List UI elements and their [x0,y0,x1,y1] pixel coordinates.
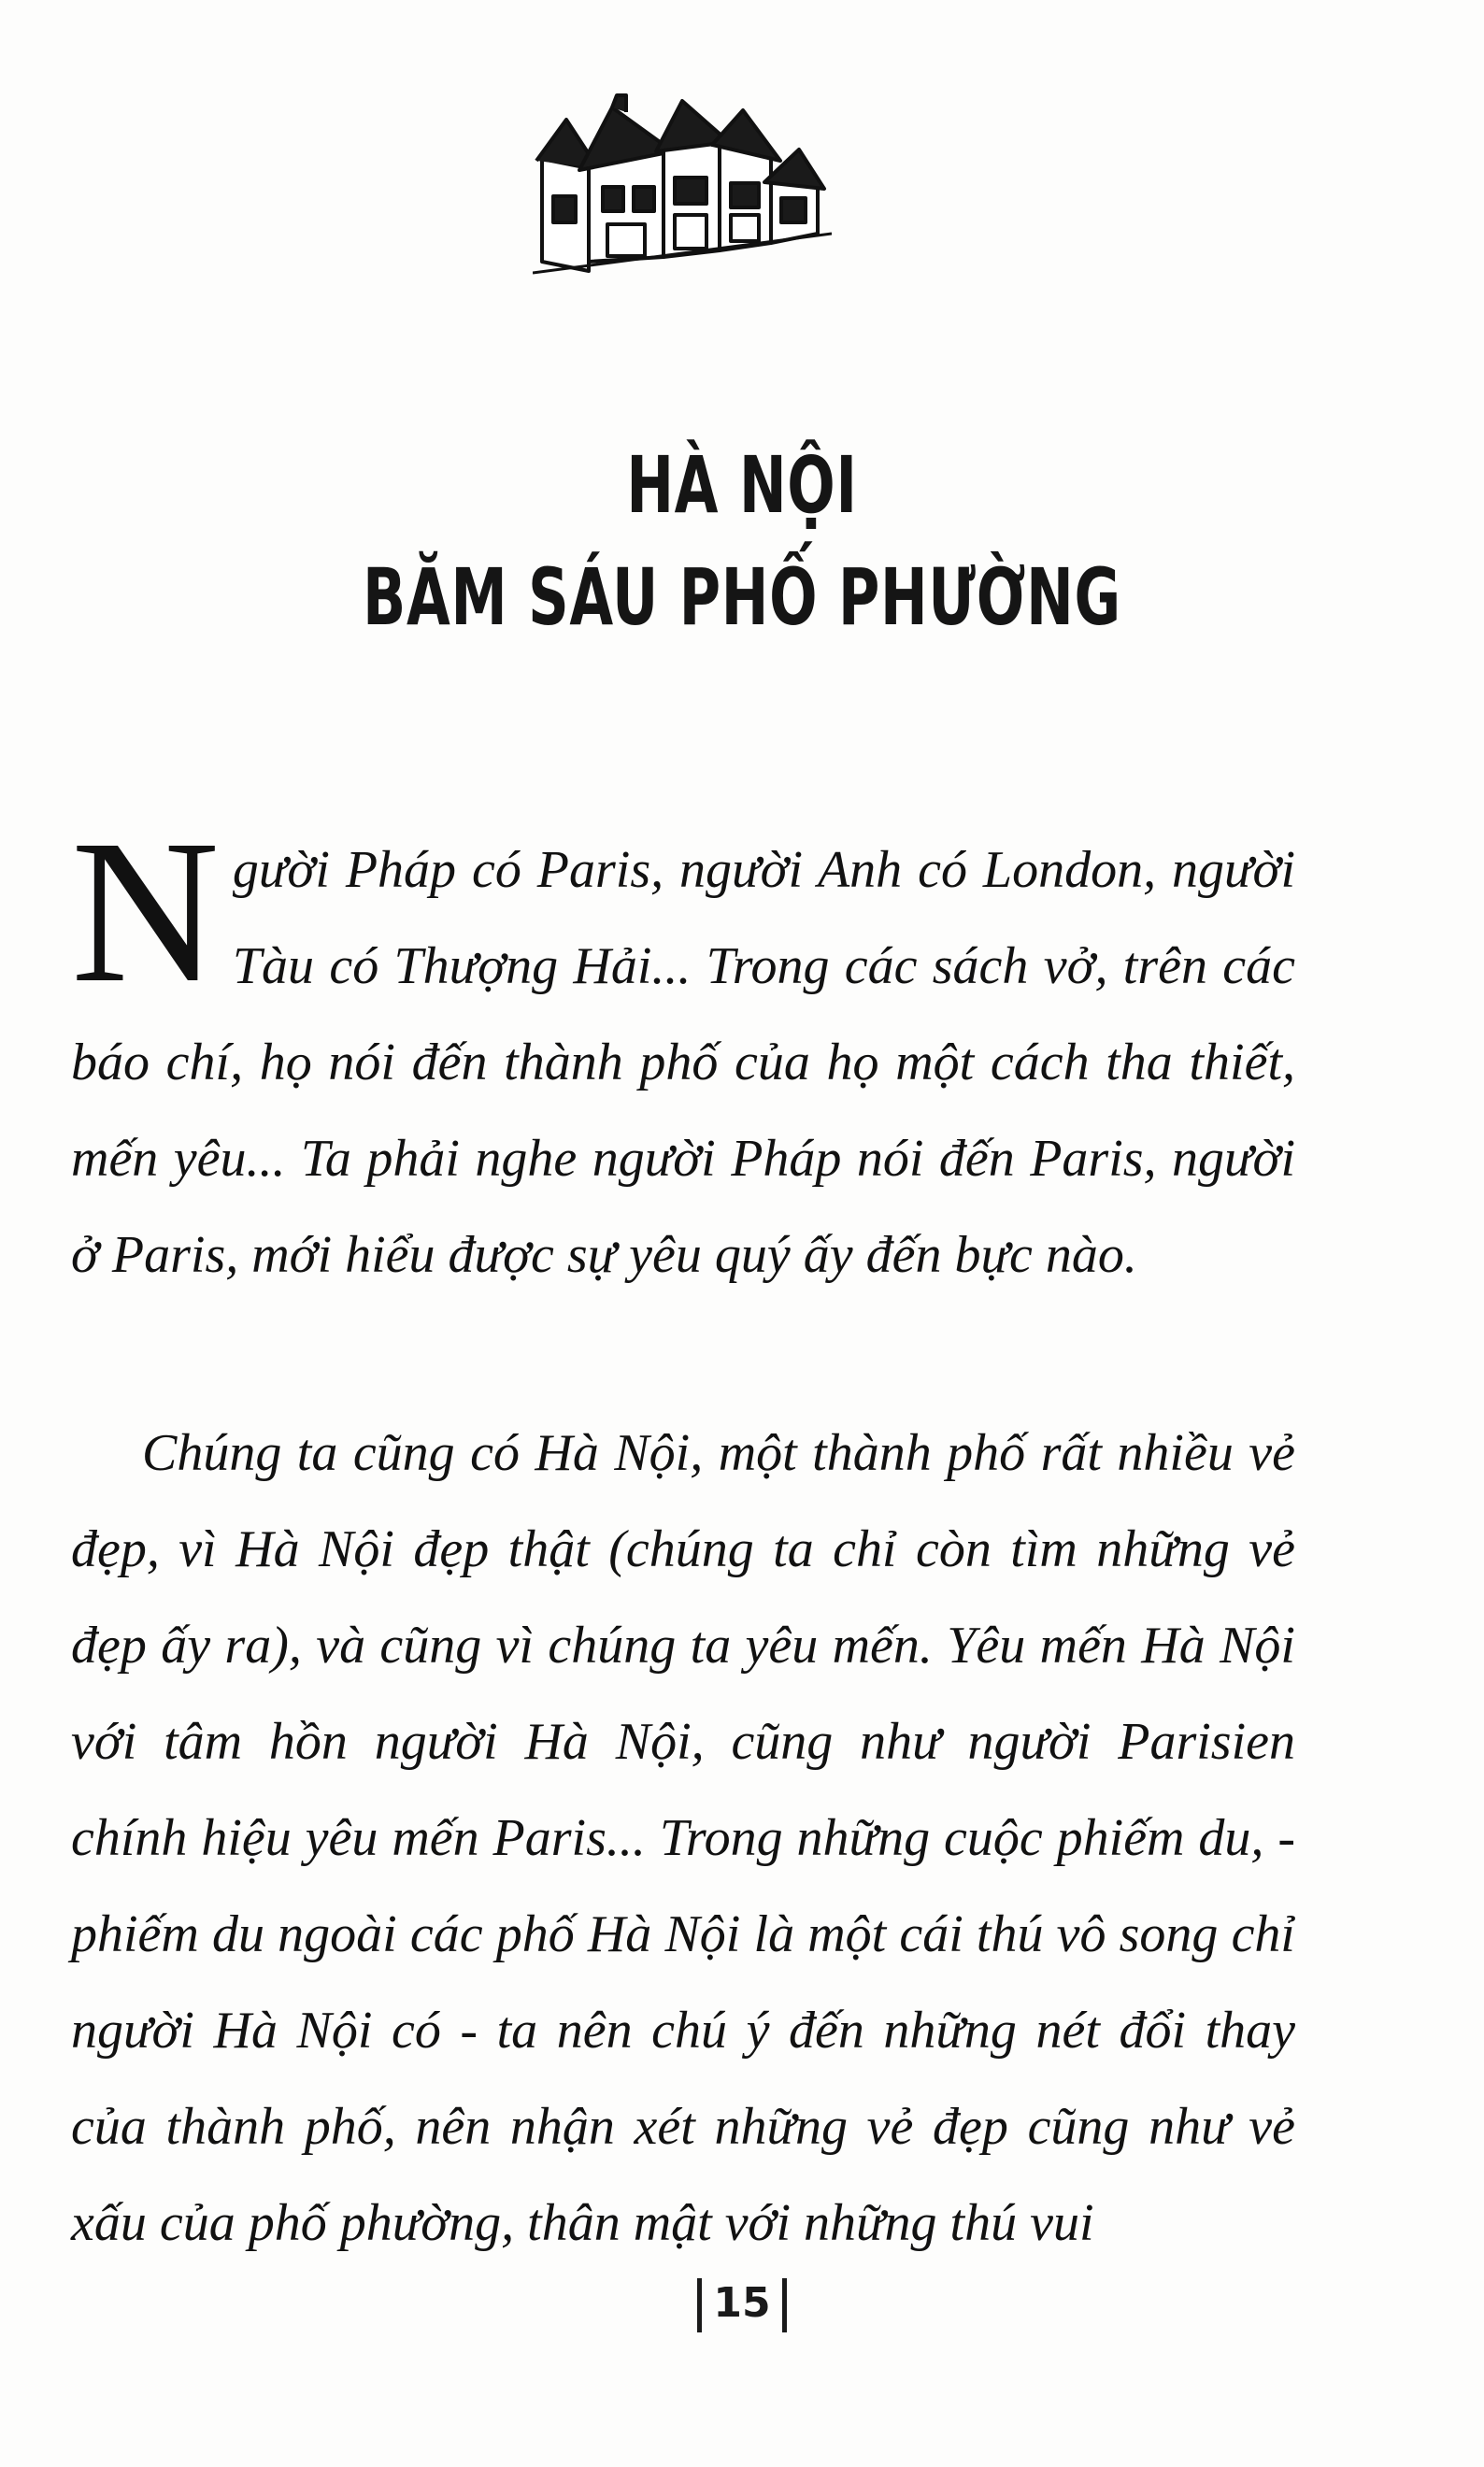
paragraph-2: Chúng ta cũng có Hà Nội, một thành phố rất nhiều vẻ đẹp, vì Hà Nội đẹp thật (chúng ta chỉ còn tìm những vẻ đẹp ấy ra), và cũng vì chúng ta yêu mến. Yêu mến Hà Nội với tâm hồn người Hà Nội, cũng như người Parisien chính hiệu yêu mến Paris... Trong những cuộc phiếm du, - phiếm du ngoài các phố Hà Nội là một cái thú vô song chỉ người Hà Nội có - ta nên chú ý đến những nét đổi thay của thành phố, nên nhận xét những vẻ đẹp cũng như vẻ xấu của phố phường, thân mật với những thú vui [71,1424,1295,2252]
page-number-bar-right [782,2278,787,2332]
chapter-title-line-2: BĂM SÁU PHỐ PHƯỜNG [363,551,1121,643]
page-number-bar-left [697,2278,702,2332]
paragraph-1 [71,797,1295,1304]
old-town-houses-icon [533,93,832,280]
drop-cap: N [71,797,220,1025]
page-number-footer [0,2278,1484,2332]
page-number: 15 [713,2279,771,2327]
paragraph-1-text: gười Pháp có Paris, người Anh có London, người Tàu có Thượng Hải... Trong các sách vở, trên các báo chí, họ nói đến thành phố của họ một cách tha thiết, mến yêu... Ta phải nghe người Pháp nói đến Paris, người ở Paris, mới hiểu được sự yêu quý ấy đến bực nào. [71,841,1295,1284]
chapter-title-line-1: HÀ NỘI [626,439,858,531]
